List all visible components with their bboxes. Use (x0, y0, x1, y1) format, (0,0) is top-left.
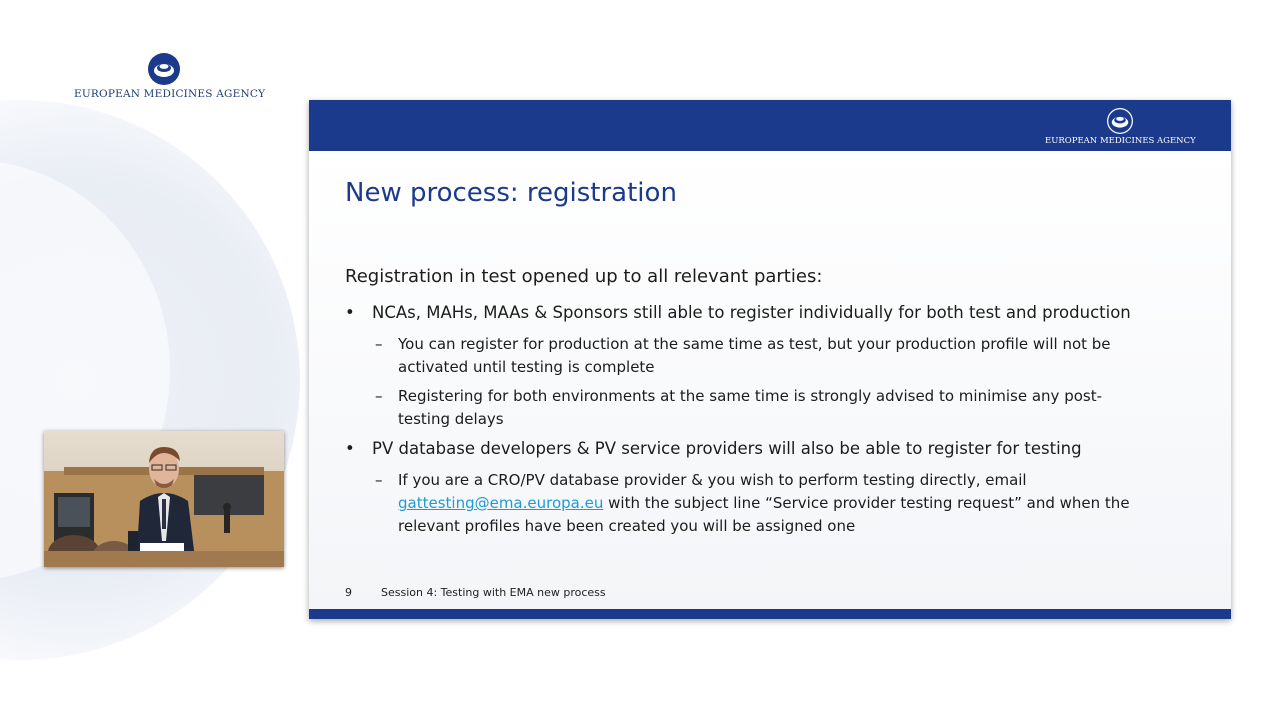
presentation-slide (309, 100, 1231, 619)
dash-mark: – (375, 335, 383, 353)
sub-bullet-line: You can register for production at the same time as test, but your production profile will not be (398, 335, 1111, 353)
sub-bullet-line: If you are a CRO/PV database provider & you wish to perform testing directly, email (398, 471, 1027, 489)
sub-bullet-line: Registering for both environments at the same time is strongly advised to minimise any post- (398, 387, 1102, 405)
sub-bullet-line: activated until testing is complete (398, 358, 655, 376)
ema-emblem-icon (147, 52, 181, 86)
slide-footer (345, 586, 606, 599)
slide-intro: Registration in test opened up to all relevant parties: (345, 266, 823, 287)
ema-emblem-icon (1106, 107, 1134, 135)
speaker-video (44, 431, 284, 567)
agency-logo (74, 52, 266, 100)
page-number: 9 (345, 586, 352, 599)
sub-bullet-line: relevant profiles have been created you will be assigned one (398, 517, 856, 535)
slide-body (309, 151, 1231, 609)
slide-bottom-bar (309, 609, 1231, 619)
slide-title: New process: registration (345, 178, 677, 208)
speaker-video-frame (44, 431, 284, 567)
sub-bullet-line: testing delays (398, 410, 504, 428)
bullet-mark: • (345, 439, 355, 458)
bullet-mark: • (345, 303, 355, 322)
session-label: Session 4: Testing with EMA new process (381, 586, 606, 599)
slide-header-logo-text: EUROPEAN MEDICINES AGENCY (1045, 136, 1196, 146)
dash-mark: – (375, 387, 383, 405)
bullet-text: NCAs, MAHs, MAAs & Sponsors still able to register individually for both test and production (372, 303, 1131, 322)
sub-bullet-line: with the subject line “Service provider testing request” and when the (603, 494, 1130, 512)
dash-mark: – (375, 471, 383, 489)
email-link[interactable]: gattesting@ema.europa.eu (398, 494, 604, 512)
agency-logo-text: EUROPEAN MEDICINES AGENCY (74, 88, 266, 100)
slide-header-bar (309, 100, 1231, 151)
slide-header-logo (1045, 107, 1195, 146)
bullet-text: PV database developers & PV service providers will also be able to register for testing (372, 439, 1082, 458)
